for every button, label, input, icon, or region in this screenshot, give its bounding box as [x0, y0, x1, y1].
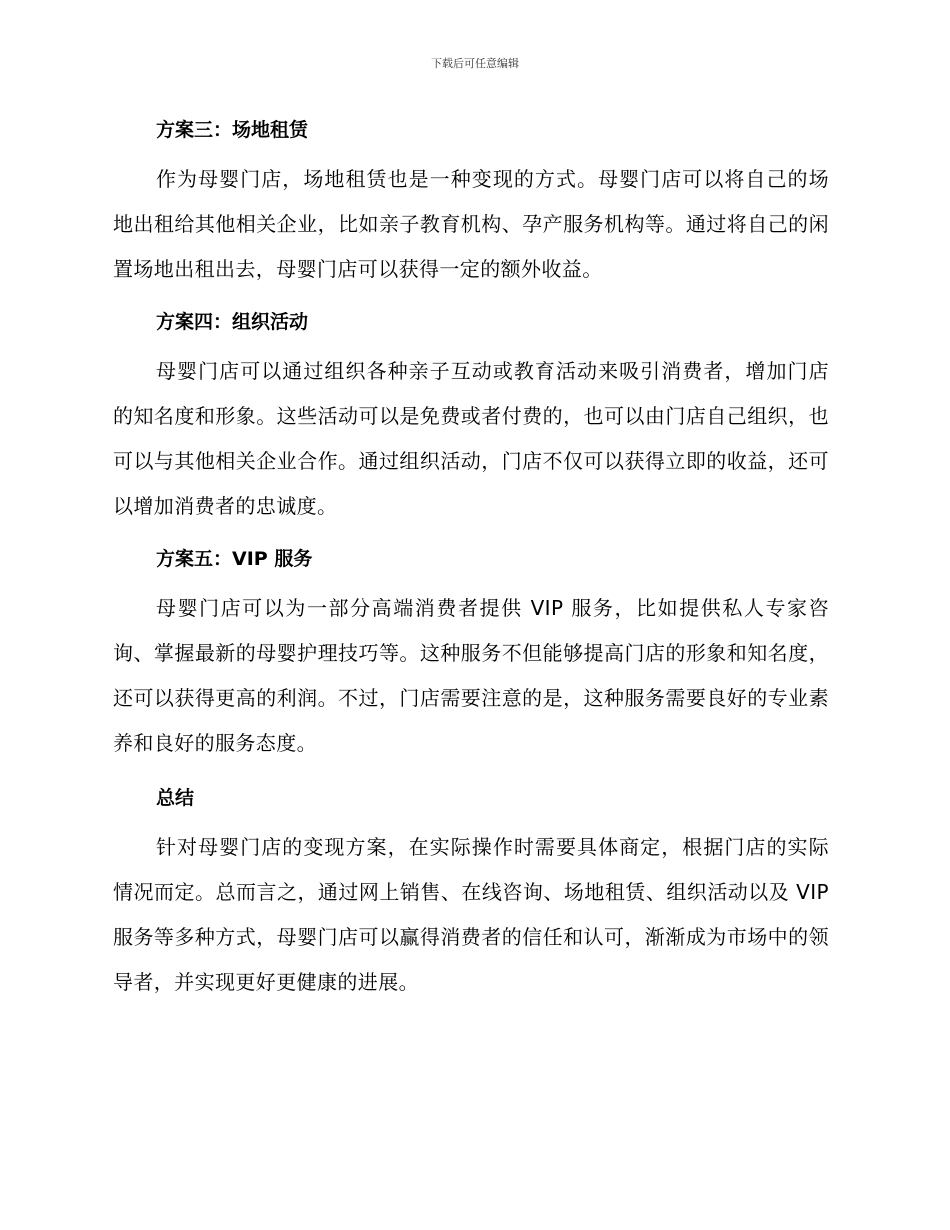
section-vip-service: [113, 539, 829, 766]
section-paragraph: 母婴门店可以通过组织各种亲子互动或教育活动来吸引消费者，增加门店的知名度和形象。这些活动可以是免费或者付费的，也可以由门店自己组织，也可以与其他相关企业合作。通过组织活动，门店不仅可以获得立即的收益，还可以增加消费者的忠诚度。: [113, 359, 829, 518]
document-body: [113, 110, 829, 1005]
section-heading: 总结: [156, 787, 195, 809]
section-organize-activities: [113, 302, 829, 529]
section-heading: 方案四：组织活动: [156, 311, 309, 333]
section-heading: 方案五：VIP 服务: [156, 548, 313, 570]
section-heading: 方案三：场地租赁: [156, 119, 309, 141]
header-note: 下载后可任意编辑: [431, 57, 519, 70]
section-paragraph: 针对母婴门店的变现方案，在实际操作时需要具体商定，根据门店的实际情况而定。总而言之，通过网上销售、在线咨询、场地租赁、组织活动以及 VIP 服务等多种方式，母婴门店可以赢得消费者的信任和认可，渐渐成为市场中的领导者，并实现更好更健康的进展。: [113, 835, 829, 994]
section-summary: [113, 778, 829, 1005]
section-venue-rental: [113, 110, 829, 292]
section-paragraph: 母婴门店可以为一部分高端消费者提供 VIP 服务，比如提供私人专家咨询、掌握最新的母婴护理技巧等。这种服务不但能够提高门店的形象和知名度，还可以获得更高的利润。不过，门店需要注意的是，这种服务需要良好的专业素养和良好的服务态度。: [113, 596, 829, 755]
section-paragraph: 作为母婴门店，场地租赁也是一种变现的方式。母婴门店可以将自己的场地出租给其他相关企业，比如亲子教育机构、孕产服务机构等。通过将自己的闲置场地出租出去，母婴门店可以获得一定的额外收益。: [113, 167, 829, 281]
